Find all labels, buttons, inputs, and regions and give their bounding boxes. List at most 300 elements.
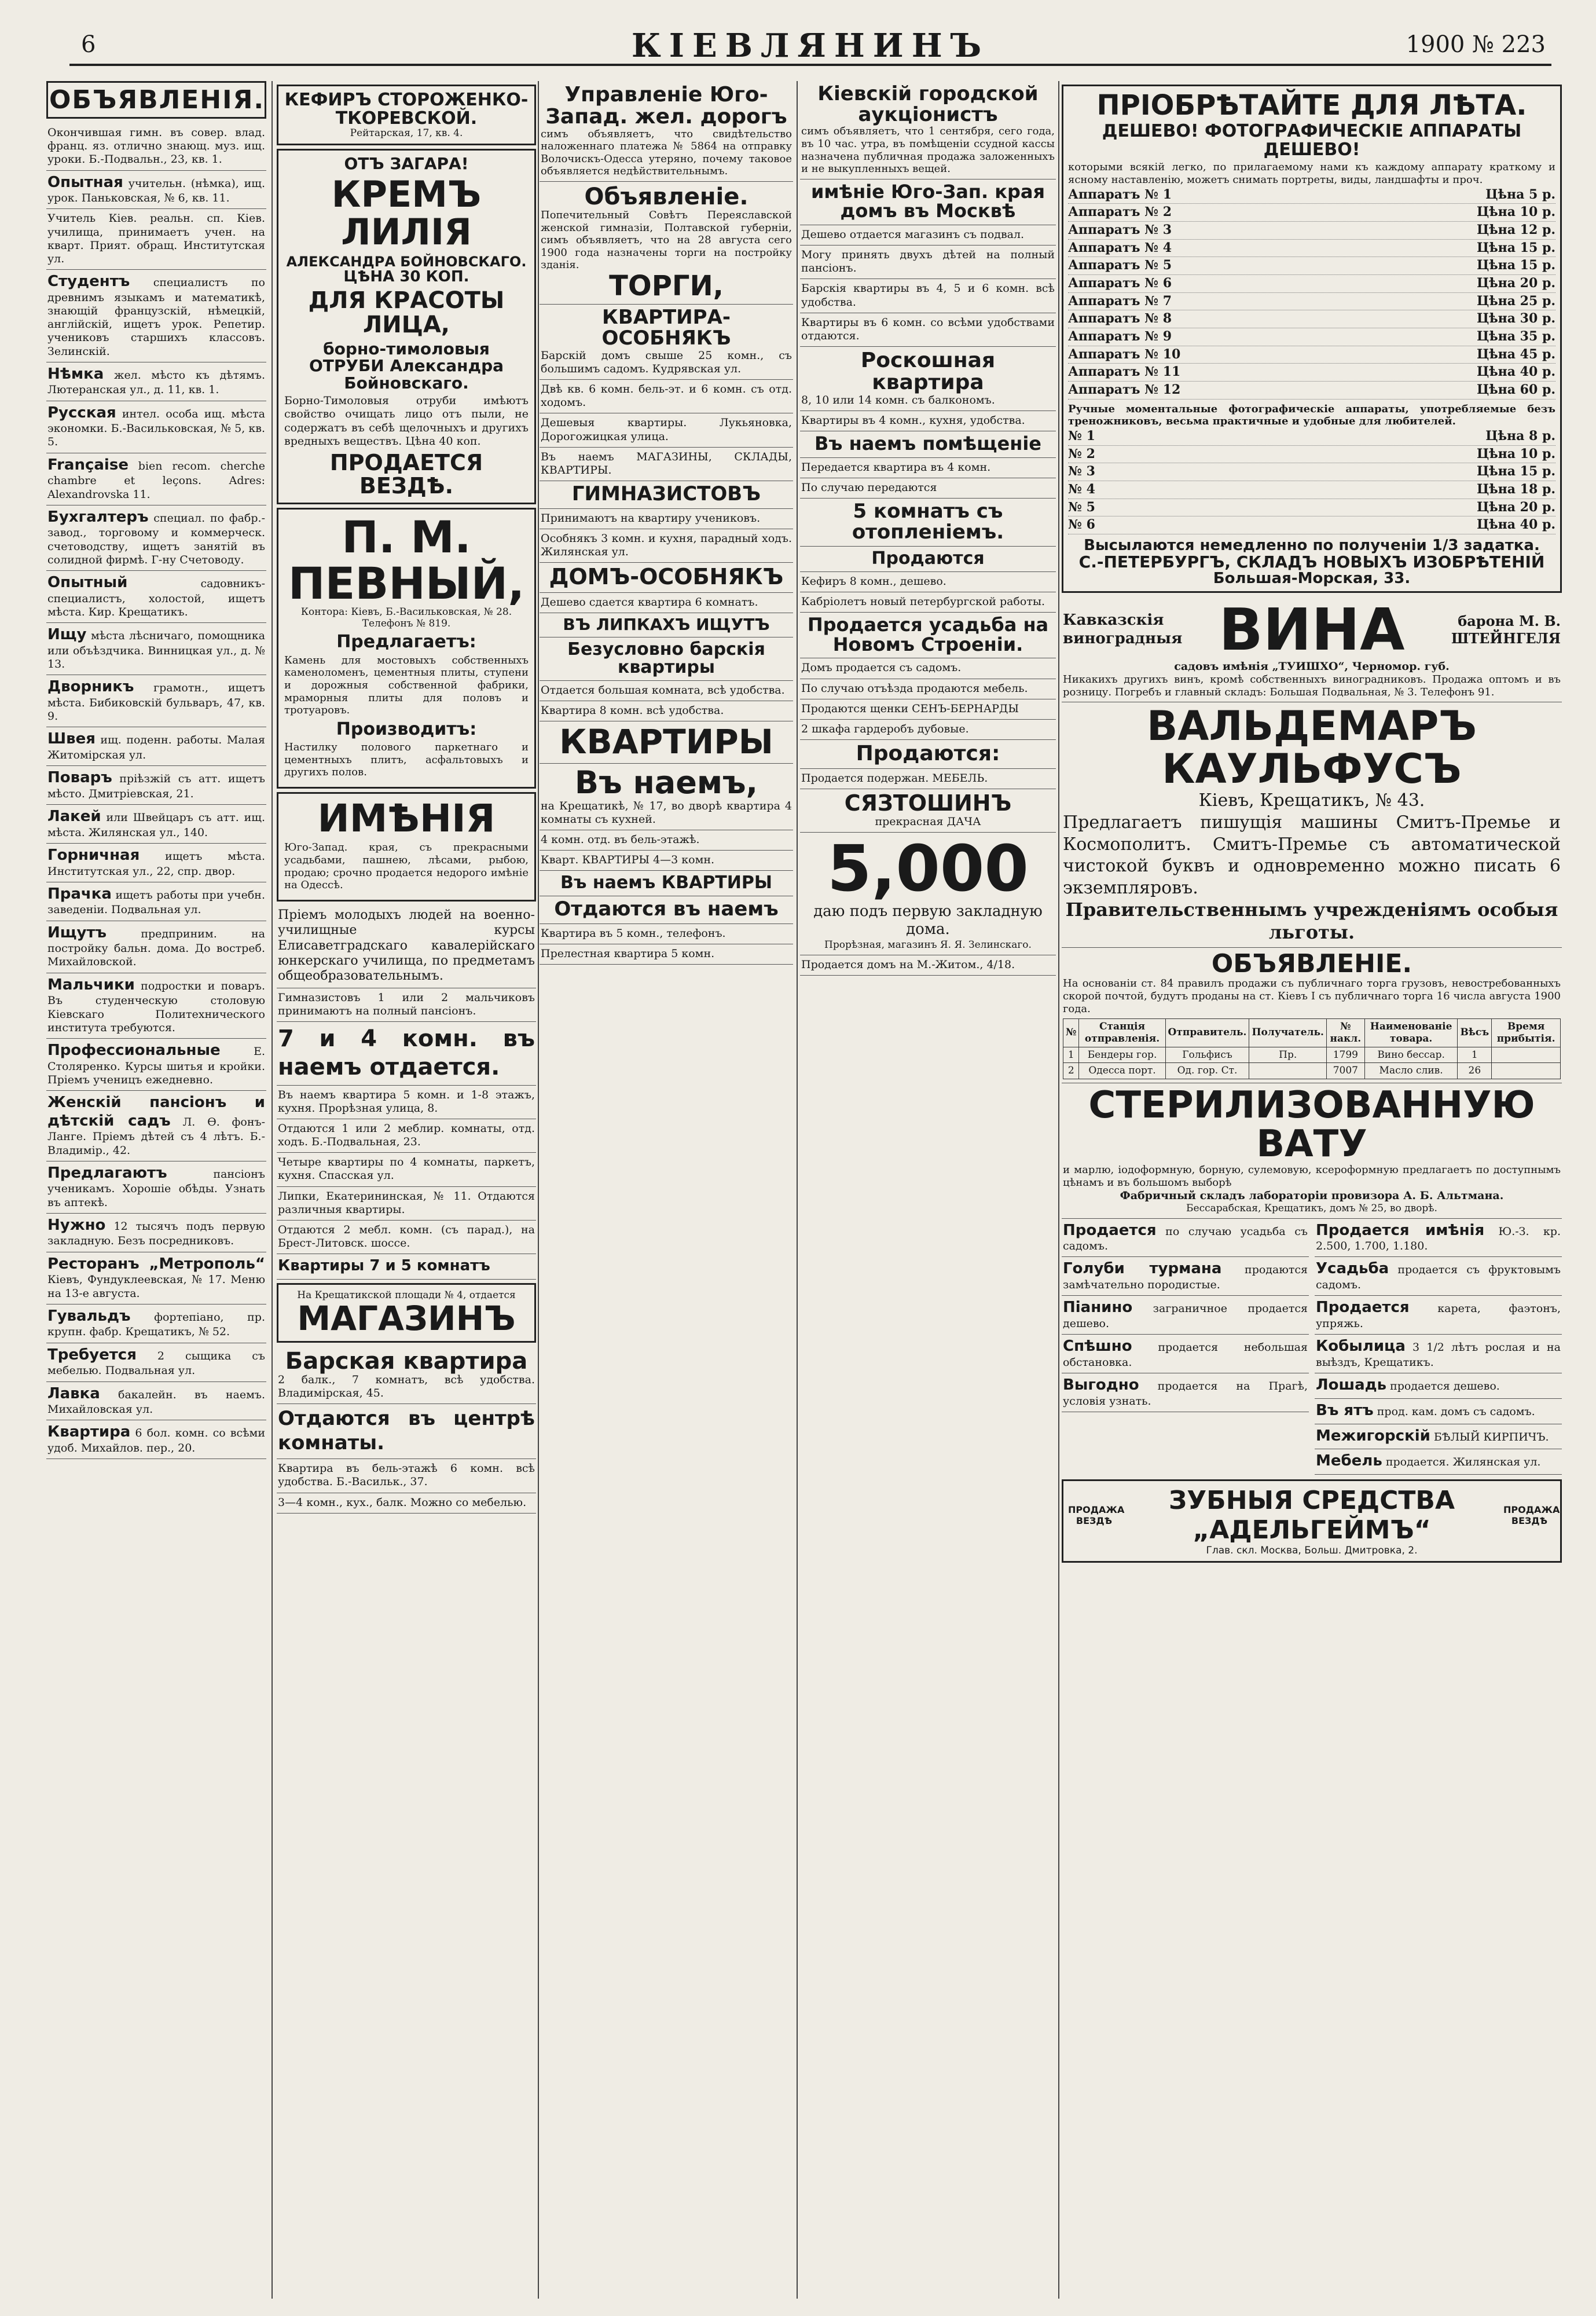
- column-3: [540, 81, 793, 2299]
- ad-lead: Прачка: [47, 885, 112, 903]
- item-name: Аппаратъ № 8: [1068, 311, 1172, 327]
- classified-ad: [1062, 1335, 1309, 1373]
- table-header-cell: Вѣсъ: [1458, 1019, 1492, 1047]
- ad-text: 12 тысячъ подъ первую закладную. Безъ посредниковъ.: [47, 1219, 265, 1248]
- children-ad: Могу принять двухъ дѣтей на полный пансіонъ.: [800, 245, 1056, 279]
- gymnasium-notice: [540, 182, 793, 305]
- ad-lead: Лошадь: [1316, 1376, 1387, 1394]
- item-name: Аппаратъ № 5: [1068, 258, 1172, 273]
- railway-ad: [540, 81, 793, 182]
- ad-text: мѣста лѣсничаго, помощника или объѣздчика. Винницкая ул., д. № 13.: [47, 629, 265, 670]
- classified-ad: [46, 1343, 266, 1382]
- cheap-shop-ad: Дешево отдается магазинъ съ подвал.: [800, 225, 1056, 245]
- item-price: Цѣна 15 р.: [1476, 464, 1555, 479]
- luxury-ad: [800, 347, 1056, 411]
- item-price: Цѣна 60 р.: [1476, 382, 1555, 398]
- rent-ad: Отдаются 1 или 2 меблир. комнаты, отд. ходъ. Б.-Подвальная, 23.: [277, 1119, 536, 1153]
- notice-title: Объявленіе.: [584, 183, 749, 210]
- price-row: [1068, 240, 1555, 258]
- ad-text: жел. мѣсто къ дѣтямъ. Лютеранская ул., д. 11, кв. 1.: [47, 368, 265, 397]
- ad-text: продается на Прагѣ, условія узнать.: [1063, 1380, 1308, 1408]
- loan-address: Прорѣзная, магазинъ Я. Я. Зелинскаго.: [824, 939, 1032, 951]
- column-rule: [271, 81, 273, 2299]
- barskie-title: Безусловно барскія квартиры: [567, 639, 765, 678]
- table-header-cell: № накл.: [1326, 1019, 1364, 1047]
- estates-ad: [277, 792, 536, 902]
- ad-text: бакалейн. въ наемъ. Михайловская ул.: [47, 1388, 265, 1416]
- five-rooms-title: 5 комнатъ съ отопленіемъ.: [852, 500, 1004, 544]
- apartments-ad: [277, 1254, 536, 1280]
- cheap-ad: Дешевыя квартиры. Лукьяновка, Дорогожицкая улица.: [540, 413, 793, 447]
- ad-lead: Женскій пансіонъ и дѣтскій садъ: [47, 1093, 265, 1130]
- table-cell: 1: [1458, 1047, 1492, 1063]
- vnaem-kv-ad: [540, 871, 793, 896]
- bottom-right-ads: [1315, 1219, 1562, 1475]
- cream-purpose: ДЛЯ КРАСОТЫ ЛИЦА,: [308, 287, 505, 339]
- rent-list: [277, 1086, 536, 1255]
- ad-text: пансіонъ ученикамъ. Хорошіе обѣды. Узнать въ аптекѣ.: [47, 1167, 265, 1209]
- kvartira-room-ad: Квартира 8 комн. всѣ удобства.: [540, 701, 793, 721]
- lipki-title: ВЪ ЛИПКАХЪ ИЩУТЪ: [563, 615, 770, 635]
- ad-text: Л. Ө. фонъ-Ланге. Пріемъ дѣтей съ 4 лѣтъ. Б.-Владимір., 42.: [47, 1115, 265, 1157]
- classified-ad: [1315, 1449, 1562, 1475]
- ad-lead: Піанино: [1063, 1299, 1133, 1317]
- table-cell: Вино бессар.: [1364, 1047, 1458, 1063]
- ad-lead: Требуется: [47, 1346, 137, 1364]
- classified-ad: [46, 123, 266, 171]
- kefir-title: КЕФИРЪ СТОРОЖЕНКО-ТКОРЕВСКОЙ.: [284, 90, 529, 129]
- waldemar-title: ВАЛЬДЕМАРЪ КАУЛЬФУСЪ: [1146, 702, 1477, 793]
- ad-lead: Продается: [1316, 1299, 1410, 1317]
- classified-ad: [1062, 1296, 1309, 1335]
- item-name: Аппаратъ № 6: [1068, 276, 1172, 291]
- ad-lead: Нѣмка: [47, 365, 104, 383]
- ad-text: ищ. поденн. работы. Малая Житомірская ул.: [47, 734, 265, 761]
- newspaper-title: КІЕВЛЯНИНЪ: [631, 27, 990, 65]
- ad-lead: Предлагаютъ: [47, 1164, 167, 1182]
- table-cell: 1799: [1326, 1047, 1364, 1063]
- price-row: [1068, 446, 1555, 464]
- loan-amount: 5,000: [827, 831, 1029, 906]
- lipki-ad: [540, 613, 793, 637]
- price-row: [1068, 481, 1555, 499]
- table-header-cell: Время прибытія.: [1492, 1019, 1561, 1047]
- transferred-ad: Передается квартира въ 4 комн.: [800, 458, 1056, 478]
- ad-text: пріѣзжій съ атт. ищетъ мѣсто. Дмитріевская, 21.: [47, 772, 265, 800]
- classified-ad: [1315, 1424, 1562, 1450]
- table-cell: Бендеры гор.: [1079, 1047, 1165, 1063]
- vnaem-plain-ad: [540, 896, 793, 924]
- classified-ad: [46, 882, 266, 921]
- table-header-cell: Станція отправленія.: [1079, 1019, 1165, 1047]
- barskie-ad: [540, 637, 793, 681]
- vnaem-title: Въ наемъ,: [574, 764, 758, 801]
- room-ad: Отдается большая комната, всѣ удобства.: [540, 681, 793, 701]
- cabriolet-ad: Кабріолетъ новый петербургской работы.: [800, 592, 1056, 613]
- house-ad: Домъ продается съ садомъ.: [800, 658, 1056, 679]
- ad-text: БѢЛЫЙ КИРПИЧЪ.: [1430, 1430, 1549, 1443]
- ad-text: 3 1/2 лѣтъ рослая и на выѣздъ, Крещатикъ.: [1316, 1341, 1561, 1369]
- kefir-ad: [277, 85, 536, 145]
- teeth-store: Глав. скл. Москва, Больш. Дмитровка, 2.: [1206, 1544, 1418, 1556]
- camera-list: [1068, 186, 1555, 400]
- ad-lead: Опытная: [47, 173, 123, 191]
- ad-lead: Ищутъ: [47, 924, 107, 941]
- loan-text: даю подъ первую закладную дома.: [813, 902, 1043, 939]
- ad-text: прод. кам. домъ съ садомъ.: [1373, 1405, 1535, 1418]
- rooms-ad: [277, 1022, 536, 1086]
- barskaya-title: Барская квартира: [285, 1347, 528, 1375]
- price-row: [1068, 516, 1555, 534]
- vata-body: и марлю, іодоформную, борную, сулемовую, ксероформную предлагаетъ по доступнымъ цѣнамъ и въ большомъ выборѣ: [1063, 1164, 1561, 1189]
- ad-lead: Студентъ: [47, 273, 130, 291]
- kefir-address: Рейтарская, 17, кв. 4.: [350, 127, 463, 139]
- camera-subtitle: ДЕШЕВО! ФОТОГРАФИЧЕСКІЕ АППАРАТЫ ДЕШЕВО!: [1102, 121, 1522, 160]
- ad-lead: Швея: [47, 730, 96, 748]
- item-name: № 1: [1068, 428, 1095, 444]
- estates-body: Юго-Запад. края, съ прекрасными усадьбами, пашнею, лѣсами, рыбою, продаю; срочно продается недорого имѣніе на Одессѣ.: [284, 841, 529, 892]
- ad-text: карета, фаэтонъ, упряжь.: [1316, 1302, 1561, 1331]
- classified-ad: [1062, 1219, 1309, 1258]
- item-name: Аппаратъ № 7: [1068, 293, 1172, 309]
- luxury-title: Роскошная квартира: [860, 349, 996, 394]
- classified-ad: [1062, 1373, 1309, 1412]
- teeth-left: ПРОДАЖА ВЕЗДѢ: [1068, 1504, 1125, 1526]
- vnaem-plain-title: Отдаются въ наемъ: [554, 897, 779, 921]
- prelestnaya-ad: Прелестная квартира 5 комн.: [540, 944, 793, 965]
- ad-text: грамотн., ищетъ мѣста. Бибиковскій бульваръ, 47, кв. 9.: [47, 681, 265, 723]
- ad-lead: Гувальдъ: [47, 1307, 131, 1325]
- table-cell: Пр.: [1249, 1047, 1327, 1063]
- ad-lead: Квартира: [47, 1423, 131, 1441]
- item-name: Аппаратъ № 11: [1068, 364, 1181, 380]
- ad-text: 2 сыщика съ мебелью. Подвальная ул.: [47, 1349, 265, 1377]
- vata-ad: [1062, 1083, 1562, 1218]
- auction-title: Кіевскій городской аукціонистъ: [817, 82, 1039, 126]
- osobnyak2-ad: Особнякъ 3 комн. и кухня, парадный ходъ. Жилянская ул.: [540, 529, 793, 563]
- cream-price: ЦѢНА 30 КОП.: [343, 267, 469, 285]
- dom-osobnyak-ad: [540, 563, 793, 593]
- table-cell: Одесса порт.: [1079, 1063, 1165, 1079]
- item-name: № 3: [1068, 464, 1095, 479]
- ad-text: Учитель Кіев. реальн. сп. Кіев. училища, принимаетъ учен. на кварт. Прият. обращ. Институтская ул.: [47, 212, 265, 265]
- pevny-produce: Производитъ:: [336, 719, 477, 739]
- teeth-row: [1068, 1485, 1560, 1545]
- waldemar-ad: [1062, 702, 1562, 948]
- classified-ad: [46, 270, 266, 362]
- ad-text: специал. по фабр.-завод., торговому и коммерческ. счетоводству, ищетъ занятій въ солидной фирмѣ. Г-ну Счетоводу.: [47, 511, 265, 566]
- ad-lead: Усадьба: [1316, 1260, 1389, 1278]
- pevny-title: П. М. ПЕВНЫЙ,: [288, 511, 525, 609]
- estate-moscow-ad: [800, 179, 1056, 225]
- item-name: Аппаратъ № 12: [1068, 382, 1181, 398]
- shop-title: МАГАЗИНЪ: [297, 1299, 516, 1339]
- camera-ad: [1062, 85, 1562, 593]
- cream-title: КРЕМЪ ЛИЛІЯ: [331, 173, 482, 254]
- table-cell: [1249, 1063, 1327, 1079]
- phone-apartment-ad: Квартира въ 5 комн., телефонъ.: [540, 924, 793, 944]
- sold-list-ad: [800, 740, 1056, 769]
- vata-store: Фабричный складъ лабораторіи провизора А. Б. Альтмана.: [1120, 1189, 1504, 1202]
- luxury-body: 8, 10 или 14 комн. съ балкономъ.: [801, 393, 995, 406]
- waldemar-address: Кіевъ, Крещатикъ, № 43.: [1198, 790, 1425, 811]
- ad-text: Окончившая гимн. въ совер. влад. франц. яз. отлично знающ. муз. ищ. уроки. Б.-Подвальн., 23, кв. 1.: [47, 126, 265, 166]
- dom-osobnyak-title: ДОМЪ-ОСОБНЯКЪ: [549, 564, 784, 590]
- classified-ad: [46, 1252, 266, 1304]
- osobnyak-body: Барскій домъ свыше 25 комн., съ большимъ садомъ. Кудрявская ул.: [541, 349, 792, 375]
- item-name: Аппаратъ № 10: [1068, 346, 1181, 362]
- shops-ad: Въ наемъ МАГАЗИНЫ, СКЛАДЫ, КВАРТИРЫ.: [540, 448, 793, 481]
- table-header-cell: Отправитель.: [1165, 1019, 1249, 1047]
- camera-intro: которыми всякій легко, по прилагаемому нами къ каждому аппарату краткому и ясному наставленію, можетъ снимать портреты, виды, ландшафты и проч.: [1068, 161, 1555, 186]
- table-header-cell: Получатель.: [1249, 1019, 1327, 1047]
- cream-tagline: ОТЪ ЗАГАРА!: [344, 154, 469, 173]
- item-price: Цѣна 20 р.: [1476, 499, 1555, 515]
- classified-ad: [46, 727, 266, 766]
- ad-text: продается. Жилянская ул.: [1382, 1456, 1541, 1469]
- vnaem-kv-title: Въ наемъ КВАРТИРЫ: [560, 873, 772, 893]
- table-cell: 2: [1063, 1063, 1079, 1079]
- vata-address: Бессарабская, Крещатикъ, домъ № 25, во дворѣ.: [1186, 1202, 1437, 1214]
- classified-ad: [46, 766, 266, 805]
- item-price: Цѣна 10 р.: [1476, 204, 1555, 220]
- railway-body: симъ объявляетъ, что свидѣтельство наложеннаго платежа № 5864 на отправку Волочискъ-Одесса утеряно, почему таковое объявляется недѣйствительнымъ.: [541, 127, 792, 178]
- cream-ad: [277, 149, 536, 504]
- loan-ad: [800, 833, 1056, 955]
- item-name: № 4: [1068, 482, 1095, 497]
- gymn-ad: [540, 481, 793, 509]
- rent-ad: Четыре квартиры по 4 комнаты, паркетъ, кухня. Спасская ул.: [277, 1153, 536, 1186]
- ad-text: Ю.-З. кр. 2.500, 1.700, 1.180.: [1316, 1225, 1561, 1253]
- ad-text: предприним. на постройку бальн. дома. До востреб. Михайловской.: [47, 927, 265, 969]
- bernard-ad: Продаются щенки СЕНЪ-БЕРНАРДЫ: [800, 699, 1056, 720]
- issue-number: 1900 № 223: [1406, 31, 1546, 58]
- classified-ad: [46, 675, 266, 727]
- price-row: [1068, 463, 1555, 481]
- classified-ad: [46, 1420, 266, 1459]
- gymnasium-ad: Гимназистовъ 1 или 2 мальчиковъ принимаютъ на полный пансіонъ.: [277, 988, 536, 1022]
- ad-text: по случаю усадьба съ садомъ.: [1063, 1225, 1308, 1253]
- column-rule: [1058, 81, 1059, 2299]
- shop-ad: [277, 1283, 536, 1343]
- classified-ad: [46, 973, 266, 1039]
- table-header-cell: №: [1063, 1019, 1079, 1047]
- ad-text: фортепіано, пр. крупн. фабр. Крещатикъ, № 52.: [47, 1310, 265, 1339]
- sold-title: Продаются: [871, 548, 985, 569]
- item-price: Цѣна 5 р.: [1485, 186, 1555, 202]
- item-price: Цѣна 20 р.: [1476, 276, 1555, 291]
- pevny-produce-body: Настилку полового паркетнаго и цементныхъ плитъ, асфальтовыхъ и другихъ полов.: [284, 741, 529, 779]
- item-name: Аппаратъ № 9: [1068, 329, 1172, 345]
- ad-lead: Межигорскій: [1316, 1427, 1430, 1445]
- column-rule: [538, 81, 539, 2299]
- classified-ad: [46, 505, 266, 571]
- vata-title: СТЕРИЛИЗОВАННУЮ ВАТУ: [1088, 1084, 1535, 1166]
- ad-text: подростки и поваръ. Въ студенческую столовую Кіевскаго Политехнического института требуются.: [47, 979, 265, 1034]
- ad-text: учительн. (нѣмка), ищ. урок. Паньковская, № 6, кв. 11.: [47, 177, 265, 205]
- item-name: № 5: [1068, 499, 1095, 515]
- ad-lead: Мальчики: [47, 976, 135, 994]
- bottom-left-ads: [1062, 1219, 1309, 1475]
- classified-ad: [46, 1161, 266, 1214]
- wine-estate: садовъ имѣнія „ТУИШХО“, Черномор. губ.: [1174, 660, 1450, 673]
- classified-ad: [46, 921, 266, 973]
- osobnyak-title: КВАРТИРА-ОСОБНЯКЪ: [601, 306, 731, 350]
- occasion2-ad: По случаю отъѣзда продаются мебель.: [800, 679, 1056, 699]
- classified-ad: [46, 844, 266, 882]
- item-price: Цѣна 45 р.: [1476, 346, 1555, 362]
- camera-address: Большая-Морская, 33.: [1213, 569, 1411, 587]
- last-apartment-ad: Квартира въ бель-этажѣ 6 комн. всѣ удобства. Б.-Васильк., 37.: [277, 1459, 536, 1493]
- column-rule: [797, 81, 798, 2299]
- rent-ad: Отдаются 2 мебл. комн. (съ парад.), на Брест-Литовск. шоссе.: [277, 1221, 536, 1254]
- occasion-ad: По случаю передаются: [800, 478, 1056, 499]
- cream-sold: ПРОДАЕТСЯ ВЕЗДѢ.: [329, 449, 483, 499]
- price-row: [1068, 382, 1555, 400]
- cargo-table: [1063, 1018, 1561, 1079]
- ad-lead: Лавка: [47, 1384, 100, 1402]
- ad-lead: Мебель: [1316, 1452, 1382, 1470]
- ad-lead: Голуби турмана: [1063, 1260, 1222, 1278]
- barskaya-body: 2 балк., 7 комнатъ, всѣ удобства. Владимірская, 45.: [278, 1373, 535, 1400]
- ad-lead: Профессиональные: [47, 1041, 221, 1059]
- ad-lead: Кобылица: [1316, 1337, 1406, 1355]
- classified-ad: [1315, 1257, 1562, 1296]
- column-4: [800, 81, 1056, 2299]
- item-name: № 6: [1068, 517, 1095, 533]
- small-apartment-ad: 3—4 комн., кух., балк. Можно со мебелью.: [277, 1493, 536, 1514]
- page-number: 6: [81, 31, 96, 58]
- kvartiry-big-title: КВАРТИРЫ: [559, 722, 773, 762]
- wine-ad: [1062, 596, 1562, 702]
- wine-header: [1063, 596, 1561, 664]
- price-row: [1068, 186, 1555, 204]
- ad-text: bien recom. cherche chambre et leçons. Adres: Alexandrovska 11.: [47, 459, 265, 501]
- barskie4-ad: Барскія квартиры въ 4, 5 и 6 комн. всѣ удобства.: [800, 279, 1056, 313]
- classified-ad: [1062, 1257, 1309, 1296]
- apartments-lead: Квартиры 7 и 5 комнатъ: [278, 1257, 490, 1275]
- ad-text: или Швейцаръ съ атт. ищ. мѣста. Жилянская ул., 140.: [47, 811, 265, 839]
- cheap2-ad: Дешево сдается квартира 6 комнатъ.: [540, 593, 793, 613]
- camera-shipping: Высылаются немедленно по полученіи 1/3 задатка.: [1084, 537, 1540, 555]
- teeth-ad: [1062, 1479, 1562, 1563]
- classified-ad: [46, 1304, 266, 1343]
- classified-ad: [1315, 1373, 1562, 1399]
- table-cell: 1: [1063, 1047, 1079, 1063]
- shop-intro: На Крещатикской площади № 4, отдается: [297, 1289, 516, 1302]
- cream-author: АЛЕКСАНДРА БОЙНОВСКАГО.: [286, 253, 527, 270]
- cabinets-ad: 2 шкафа гардеробъ дубовые.: [800, 720, 1056, 740]
- item-name: Аппаратъ № 4: [1068, 240, 1172, 255]
- table-row: [1063, 1047, 1561, 1063]
- item-price: Цѣна 35 р.: [1476, 329, 1555, 345]
- auction-ad: [800, 81, 1056, 179]
- ad-lead: Нужно: [47, 1216, 106, 1234]
- table-row: [1063, 1063, 1561, 1079]
- gymn-title: ГИМНАЗИСТОВЪ: [571, 482, 761, 506]
- column-5: [1062, 81, 1562, 2299]
- classified-ad: [46, 362, 266, 401]
- ad-lead: Поваръ: [47, 769, 112, 786]
- pevny-body: Камень для мостовыхъ собственныхъ каменоломенъ, цементныя плиты, ступени и дорожныя собственной фабрики, мраморныя плиты для половъ и тротуаровъ.: [284, 654, 529, 717]
- ad-text: интел. особа ищ. мѣста экономки. Б.-Васильковская, № 5, кв. 5.: [47, 407, 265, 449]
- estate-ad: [800, 613, 1056, 658]
- ad-lead: Française: [47, 456, 129, 474]
- five-rooms-ad: [800, 499, 1056, 547]
- classified-ad: [46, 209, 266, 270]
- price-row: [1068, 275, 1555, 293]
- ad-text: ищетъ работы при учебн. заведеніи. Подвальная ул.: [47, 888, 265, 917]
- cream-body: Борно-Тимоловыя отруби имѣютъ свойство очищать лицо отъ пыли, не содержатъ въ себѣ щелочныхъ и другихъ вредныхъ веществъ. Цѣна 40 коп.: [284, 394, 529, 448]
- table-cell: Масло слив.: [1364, 1063, 1458, 1079]
- classified-ad: [1315, 1399, 1562, 1424]
- cream-subtitle: борно-тимоловыя ОТРУБИ Александра Бойновскаго.: [309, 339, 504, 393]
- price-row: [1068, 364, 1555, 382]
- kv2-ad: Квартиры въ 4 комн., кухня, удобства.: [800, 411, 1056, 431]
- ad-text: специалистъ по древнимъ языкамъ и математикѣ, знающій французскій, нѣмецкій, англійскій, ищетъ урок. Репетир. учениковъ старшихъ классовъ. Зелинскій.: [47, 276, 265, 358]
- ad-lead: Дворникъ: [47, 678, 134, 696]
- camera-store: С.-ПЕТЕРБУРГЪ, СКЛАДЪ НОВЫХЪ ИЗОБРѢТЕНІЙ: [1078, 552, 1545, 572]
- price-row: [1068, 346, 1555, 364]
- railway-title: Управленіе Юго-Запад. жел. дорогъ: [545, 83, 787, 129]
- wine-baron: барона М. В. ШТЕЙНГЕЛЯ: [1451, 613, 1561, 647]
- torgi-title: ТОРГИ,: [609, 269, 724, 302]
- pevny-offer: Предлагаетъ:: [336, 632, 476, 653]
- price-row: [1068, 204, 1555, 222]
- ad-text: Е. Столяренко. Курсы шитья и кройки. Пріемъ ученицъ ежедневно.: [47, 1045, 265, 1086]
- kvartiry-bar-ad: Кварт. КВАРТИРЫ 4—3 комн.: [540, 851, 793, 871]
- camera-title: ПРІОБРѢТАЙТЕ ДЛЯ ЛѢТА.: [1096, 89, 1527, 122]
- classified-ad: [46, 623, 266, 675]
- rent-ad: Липки, Екатерининская, № 11. Отдаются различныя квартиры.: [277, 1187, 536, 1221]
- kefir-alt-ad: Кефиръ 8 комн., дешево.: [800, 572, 1056, 592]
- item-name: Аппаратъ № 3: [1068, 222, 1172, 237]
- estate-title: Продается усадьба на Новомъ Строеніи.: [807, 614, 1049, 655]
- classified-ad: [46, 1382, 266, 1421]
- price-row: [1068, 222, 1555, 240]
- ad-text: продается небольшая обстановка.: [1063, 1341, 1308, 1369]
- cargo-notice: [1062, 948, 1562, 1083]
- ad-text: продается дешево.: [1386, 1380, 1500, 1393]
- teeth-right: ПРОДАЖА ВЕЗДѢ: [1503, 1504, 1560, 1526]
- classified-ad: [46, 401, 266, 453]
- item-price: Цѣна 12 р.: [1476, 222, 1555, 237]
- ad-lead: Въ ятъ: [1316, 1401, 1374, 1419]
- classified-ad: [46, 805, 266, 844]
- pevny-address: Контора: Кіевъ, Б.-Васильковская, № 28. Телефонъ № 819.: [300, 606, 512, 630]
- ad-lead: Горничная: [47, 846, 140, 864]
- sold-list-title: Продаются:: [856, 742, 1000, 766]
- ad-text: продаются замѣчательно породистые.: [1063, 1263, 1308, 1292]
- estates-title: ИМѢНІЯ: [317, 796, 496, 841]
- svyatoshin-title: СЯЗТОШИНЪ: [844, 790, 1012, 816]
- table-header-cell: Наименованіе товара.: [1364, 1019, 1458, 1047]
- classified-ad: [1315, 1219, 1562, 1258]
- ad-lead: Ресторанъ „Метрополь“: [47, 1255, 265, 1273]
- table-cell: Од. гор. Ст.: [1165, 1063, 1249, 1079]
- classified-ad: [46, 571, 266, 623]
- furniture-ad: Продается подержан. МЕБЕЛЬ.: [800, 769, 1056, 789]
- ad-text: Кіевъ, Фундуклеевская, № 17. Меню на 13-е августа.: [47, 1273, 265, 1300]
- classified-list: [46, 123, 266, 1459]
- item-price: Цѣна 10 р.: [1476, 446, 1555, 461]
- table-cell: 26: [1458, 1063, 1492, 1079]
- item-price: Цѣна 40 р.: [1476, 364, 1555, 380]
- item-price: Цѣна 8 р.: [1485, 428, 1555, 444]
- ad-lead: Ищу: [47, 625, 87, 643]
- ad-lead: Выгодно: [1063, 1376, 1139, 1394]
- kvartiry4-ad: Квартиры въ 6 комн. со всѣми удобствами отдаются.: [800, 313, 1056, 347]
